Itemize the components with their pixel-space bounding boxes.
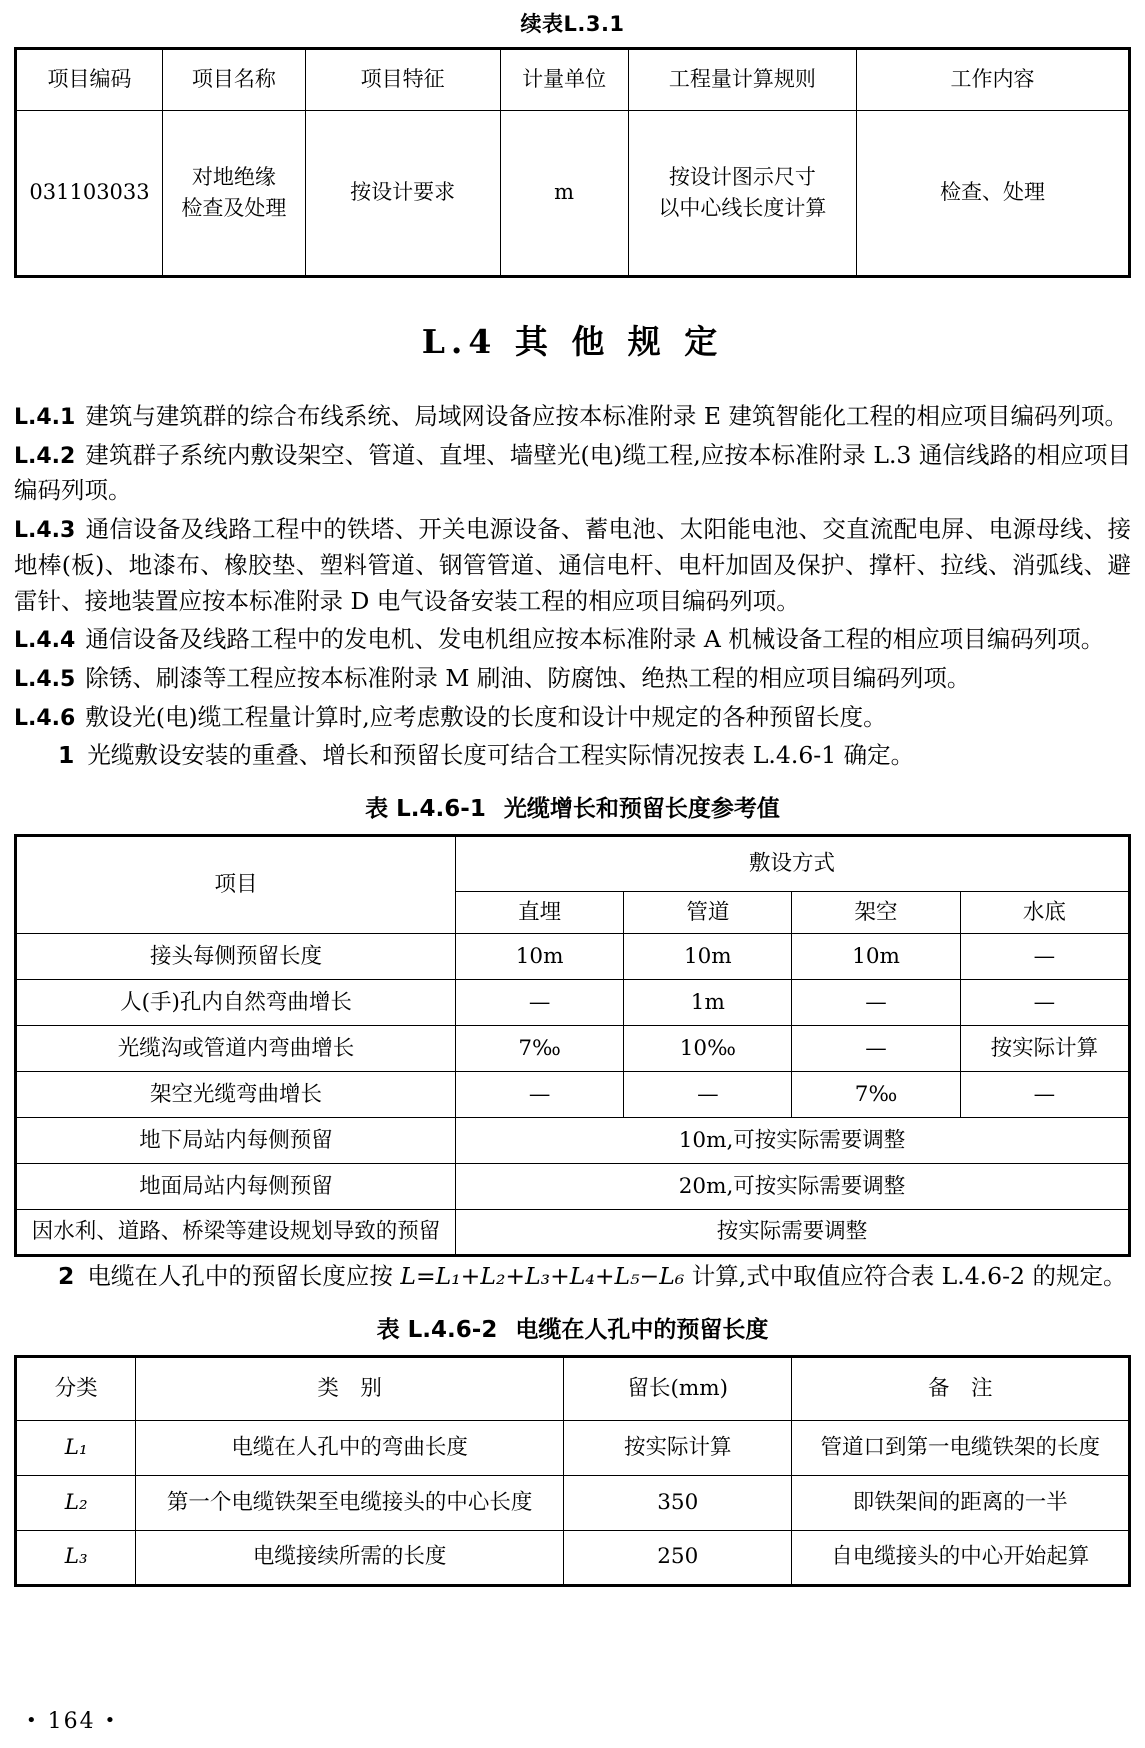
table-row bbox=[16, 1475, 1130, 1530]
clause-text: 除锈、刷漆等工程应按本标准附录 M 刷油、防腐蚀、绝热工程的相应项目编码列项。 bbox=[85, 664, 971, 693]
cell-unit: m bbox=[500, 111, 628, 277]
subitem-text-before: 电缆在人孔中的预留长度应按 bbox=[87, 1262, 401, 1291]
cell-value: 7‰ bbox=[792, 1072, 960, 1118]
document-page bbox=[0, 8, 1145, 1748]
cell-value: 1m bbox=[624, 980, 792, 1026]
col-header-remark: 备 注 bbox=[792, 1356, 1130, 1420]
cell-item: 架空光缆弯曲增长 bbox=[16, 1072, 456, 1118]
subitem-1 bbox=[14, 738, 1131, 774]
subitem-2 bbox=[14, 1259, 1131, 1295]
col-header-group: 敷设方式 bbox=[456, 836, 1130, 892]
cell-value: — bbox=[456, 1072, 624, 1118]
cell-remark: 管道口到第一电缆铁架的长度 bbox=[792, 1420, 1130, 1475]
clause-l4-4 bbox=[14, 622, 1131, 658]
table-header-row bbox=[16, 1356, 1130, 1420]
page-footer bbox=[26, 1709, 117, 1734]
cell-category: 电缆接续所需的长度 bbox=[136, 1530, 564, 1585]
cell-value: — bbox=[456, 980, 624, 1026]
clause-text: 敷设光(电)缆工程量计算时,应考虑敷设的长度和设计中规定的各种预留长度。 bbox=[85, 702, 887, 731]
clause-number: L.4.4 bbox=[14, 628, 76, 654]
clause-l4-3 bbox=[14, 512, 1131, 619]
page-number: 164 bbox=[47, 1709, 96, 1734]
clause-number: L.4.5 bbox=[14, 667, 76, 693]
clause-text: 通信设备及线路工程中的发电机、发电机组应按本标准附录 A 机械设备工程的相应项目编码列项。 bbox=[85, 625, 1105, 654]
table-header-row bbox=[16, 49, 1130, 111]
table-row bbox=[16, 980, 1130, 1026]
clause-text: 建筑群子系统内敷设架空、管道、直埋、墙壁光(电)缆工程,应按本标准附录 L.3 通信线路的相应项目编码列项。 bbox=[14, 440, 1131, 505]
cell-symbol: L₃ bbox=[16, 1530, 136, 1585]
cell-value-merged: 按实际需要调整 bbox=[456, 1210, 1130, 1256]
cell-category: 电缆在人孔中的弯曲长度 bbox=[136, 1420, 564, 1475]
formula-cable-length: L=L₁+L₂+L₃+L₄+L₅−L₆ bbox=[400, 1262, 685, 1291]
table-row bbox=[16, 1420, 1130, 1475]
cell-item: 光缆沟或管道内弯曲增长 bbox=[16, 1026, 456, 1072]
cell-item: 人(手)孔内自然弯曲增长 bbox=[16, 980, 456, 1026]
cell-rule-line1: 按设计图示尺寸 bbox=[668, 164, 816, 189]
cell-value: — bbox=[960, 980, 1129, 1026]
col-header-name: 项目名称 bbox=[163, 49, 306, 111]
table-l461 bbox=[14, 834, 1131, 1257]
clause-l4-5 bbox=[14, 661, 1131, 697]
table-l461-caption-label: 表 L.4.6-1 bbox=[365, 796, 486, 823]
cell-length: 250 bbox=[564, 1530, 792, 1585]
col-header-feature: 项目特征 bbox=[305, 49, 500, 111]
cell-value: 10m bbox=[624, 934, 792, 980]
clause-number: L.4.6 bbox=[14, 705, 76, 731]
cell-value: 10‰ bbox=[624, 1026, 792, 1072]
cell-name-line1: 对地绝缘 bbox=[191, 164, 276, 189]
col-header-rule: 工程量计算规则 bbox=[628, 49, 856, 111]
clause-l4-2 bbox=[14, 438, 1131, 509]
cell-work: 检查、处理 bbox=[857, 111, 1130, 277]
table-row bbox=[16, 1164, 1130, 1210]
cell-remark: 自电缆接头的中心开始起算 bbox=[792, 1530, 1130, 1585]
clause-l4-6 bbox=[14, 700, 1131, 736]
col-header-duct: 管道 bbox=[624, 892, 792, 934]
table-row bbox=[16, 111, 1130, 277]
col-header-direct-burial: 直埋 bbox=[456, 892, 624, 934]
cell-value: — bbox=[960, 1072, 1129, 1118]
cell-value: 10m bbox=[792, 934, 960, 980]
cell-value: 7‰ bbox=[456, 1026, 624, 1072]
cell-category: 第一个电缆铁架至电缆接头的中心长度 bbox=[136, 1475, 564, 1530]
cell-name bbox=[163, 111, 306, 277]
col-header-work: 工作内容 bbox=[857, 49, 1130, 111]
cell-length: 350 bbox=[564, 1475, 792, 1530]
table-l462-caption-title: 电缆在人孔中的预留长度 bbox=[515, 1316, 769, 1343]
clause-number: L.4.3 bbox=[14, 518, 76, 544]
table-row bbox=[16, 1530, 1130, 1585]
clause-number: L.4.2 bbox=[14, 443, 76, 469]
cell-remark: 即铁架间的距离的一半 bbox=[792, 1475, 1130, 1530]
cell-value: — bbox=[960, 934, 1129, 980]
table-row bbox=[16, 1210, 1130, 1256]
cell-symbol: L₂ bbox=[16, 1475, 136, 1530]
cell-rule-line2: 以中心线长度计算 bbox=[658, 196, 827, 220]
col-header-code: 项目编码 bbox=[16, 49, 163, 111]
cell-rule bbox=[628, 111, 856, 277]
table-row bbox=[16, 1026, 1130, 1072]
cell-value: — bbox=[792, 980, 960, 1026]
clause-text: 建筑与建筑群的综合布线系统、局域网设备应按本标准附录 E 建筑智能化工程的相应项目编码列项。 bbox=[85, 402, 1128, 430]
table-l462 bbox=[14, 1355, 1131, 1587]
cell-value: — bbox=[624, 1072, 792, 1118]
col-header-unit: 计量单位 bbox=[500, 49, 628, 111]
col-header-category: 类 别 bbox=[136, 1356, 564, 1420]
clause-text: 通信设备及线路工程中的铁塔、开关电源设备、蓄电池、太阳能电池、交直流配电屏、电源母线、接地棒(板)、地漆布、橡胶垫、塑料管道、钢管管道、通信电杆、电杆加固及保护、撑杆、拉线、消弧线、避雷针、接地装置应按本标准附录 D 电气设备安装工程的相应项目编码列项。 bbox=[14, 515, 1131, 615]
cell-value-merged: 10m,可按实际需要调整 bbox=[456, 1118, 1130, 1164]
table-row bbox=[16, 934, 1130, 980]
cell-item: 接头每侧预留长度 bbox=[16, 934, 456, 980]
section-title: L.4 其 他 规 定 bbox=[421, 322, 724, 361]
cell-name-line2: 检查及处理 bbox=[181, 196, 287, 220]
col-header-class: 分类 bbox=[16, 1356, 136, 1420]
cell-item: 地面局站内每侧预留 bbox=[16, 1164, 456, 1210]
cell-symbol: L₁ bbox=[16, 1420, 136, 1475]
col-header-underwater: 水底 bbox=[960, 892, 1129, 934]
cell-value: — bbox=[792, 1026, 960, 1072]
continued-table-l31 bbox=[14, 47, 1131, 278]
subitem-text: 光缆敷设安装的重叠、增长和预留长度可结合工程实际情况按表 L.4.6-1 确定。 bbox=[87, 741, 915, 770]
cell-code: 031103033 bbox=[16, 111, 163, 277]
cell-item: 因水利、道路、桥梁等建设规划导致的预留 bbox=[16, 1210, 456, 1256]
cell-value: 10m bbox=[456, 934, 624, 980]
table-row bbox=[16, 1072, 1130, 1118]
col-header-length: 留长(mm) bbox=[564, 1356, 792, 1420]
footer-right-dot: • bbox=[104, 1710, 118, 1731]
cell-value: 按实际计算 bbox=[960, 1026, 1129, 1072]
table-l461-caption bbox=[14, 790, 1131, 823]
subitem-number: 2 bbox=[58, 1262, 75, 1291]
table-row bbox=[16, 1118, 1130, 1164]
table-header-row bbox=[16, 836, 1130, 892]
footer-left-dot: • bbox=[26, 1710, 39, 1731]
col-header-aerial: 架空 bbox=[792, 892, 960, 934]
cell-item: 地下局站内每侧预留 bbox=[16, 1118, 456, 1164]
subitem-text-after: 计算,式中取值应符合表 L.4.6-2 的规定。 bbox=[684, 1262, 1127, 1291]
clause-l4-1 bbox=[14, 399, 1131, 435]
table-l461-caption-title: 光缆增长和预留长度参考值 bbox=[503, 796, 780, 823]
cell-feature: 按设计要求 bbox=[305, 111, 500, 277]
col-header-item: 项目 bbox=[16, 836, 456, 934]
continued-table-caption: 续表L.3.1 bbox=[520, 12, 625, 36]
subitem-number: 1 bbox=[58, 741, 75, 770]
table-l462-caption bbox=[14, 1311, 1131, 1344]
table-l462-caption-label: 表 L.4.6-2 bbox=[376, 1316, 498, 1343]
clause-number: L.4.1 bbox=[14, 405, 76, 430]
cell-value-merged: 20m,可按实际需要调整 bbox=[456, 1164, 1130, 1210]
cell-length: 按实际计算 bbox=[564, 1420, 792, 1475]
